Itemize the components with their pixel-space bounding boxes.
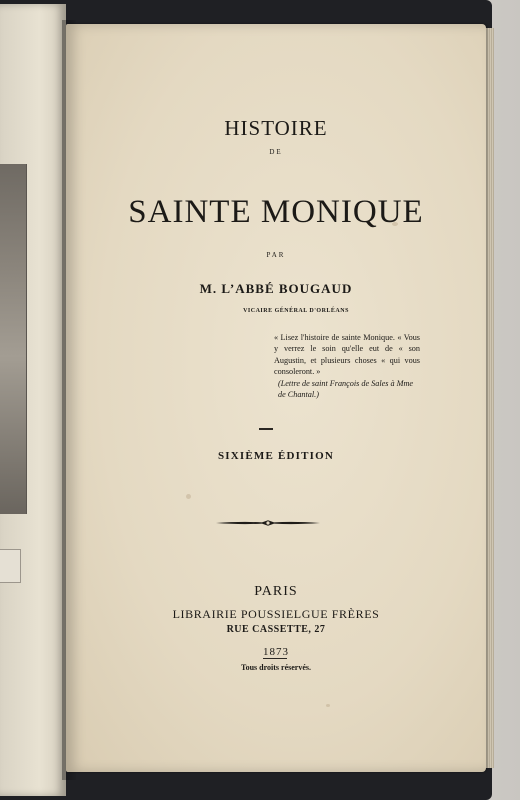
paper-spot — [186, 494, 191, 499]
publication-year: 1873 — [263, 646, 289, 658]
publisher-address: RUE CASSETTE, 27 — [226, 624, 326, 635]
left-page — [0, 4, 66, 796]
epigraph-quote: « Lisez l'histoire de sainte Monique. « Vous y verrez le soin qu'elle eut de « son Augustin, et plusieurs choses « qui vous consoleront. » — [274, 333, 420, 377]
page-edges — [486, 28, 494, 768]
epigraph-source: (Lettre de saint François de Sales à Mme de Chantal.) — [278, 379, 413, 400]
title-line-2: SAINTE MONIQUE — [128, 194, 424, 230]
ornament-rule — [216, 518, 320, 528]
rights-notice: Tous droits réservés. — [241, 663, 311, 672]
page-tab — [0, 549, 21, 583]
publication-city: PARIS — [254, 584, 298, 599]
paper-spot — [326, 704, 330, 707]
author-role: VICAIRE GÉNÉRAL D'ORLÉANS — [243, 308, 349, 314]
publisher-name: LIBRAIRIE POUSSIELGUE FRÈRES — [172, 607, 380, 621]
frontispiece-plate — [0, 164, 27, 514]
by-label: PAR — [266, 251, 286, 259]
title-connector: DE — [269, 148, 283, 156]
edition-label: SIXIÈME ÉDITION — [217, 450, 335, 462]
short-rule — [259, 428, 273, 430]
author-name: M. L’ABBÉ BOUGAUD — [199, 281, 353, 296]
title-line-1: HISTOIRE — [224, 116, 328, 140]
title-page — [66, 24, 486, 772]
year-underline — [263, 658, 287, 659]
